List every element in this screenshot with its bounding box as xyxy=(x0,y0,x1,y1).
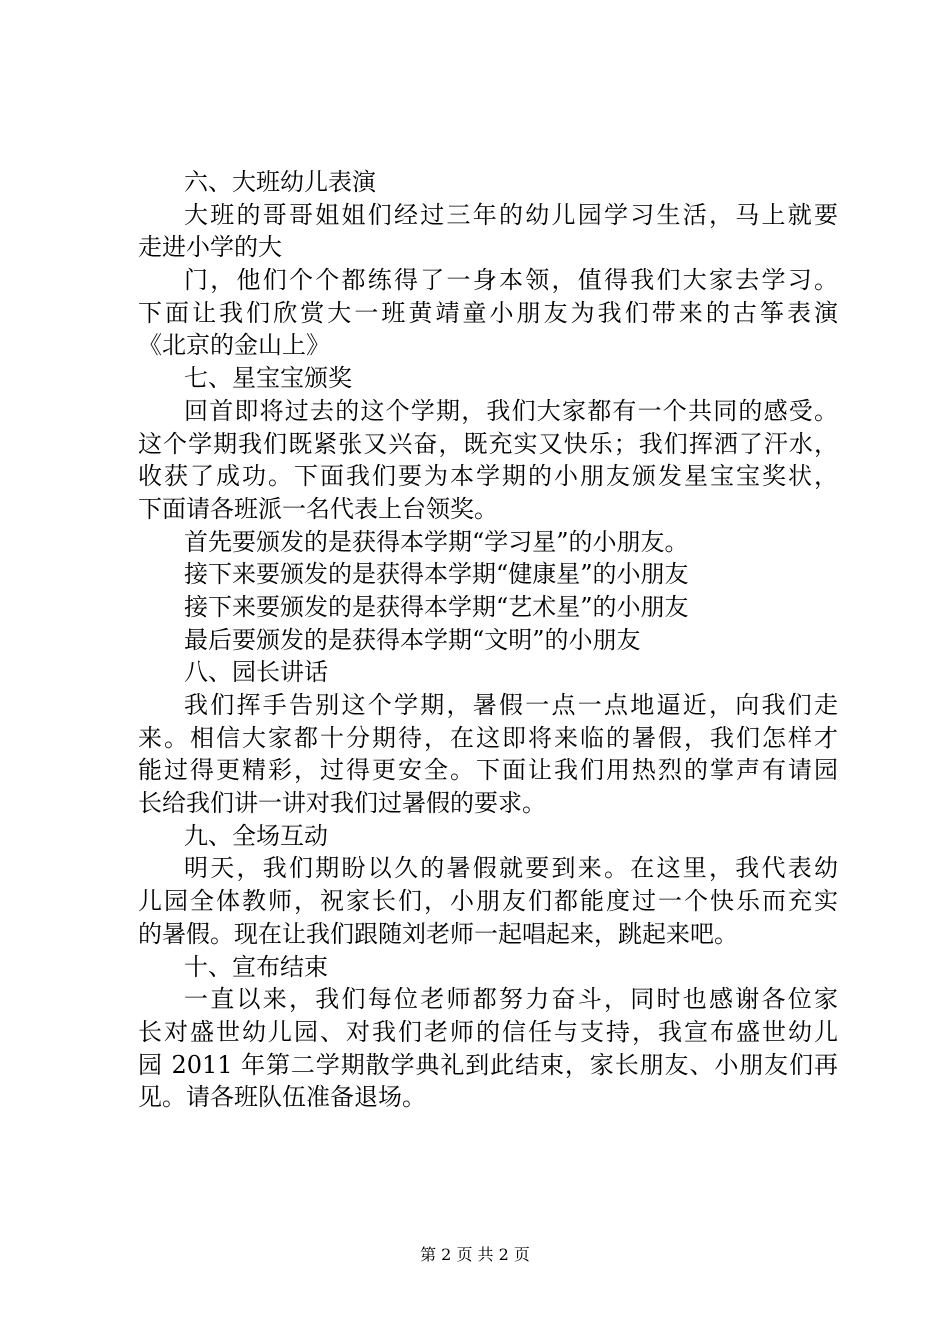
document-body xyxy=(138,166,838,1114)
document-line: 《北京的金山上》 xyxy=(138,331,330,360)
document-line: 长对盛世幼儿园、对我们老师的信任与支持，我宣布盛世幼儿 xyxy=(138,1017,838,1046)
document-line: 大班的哥哥姐姐们经过三年的幼儿园学习生活，马上就要 xyxy=(184,200,838,229)
document-line: 最后要颁发的是获得本学期“文明”的小朋友 xyxy=(184,625,641,654)
document-line: 这个学期我们既紧张又兴奋，既充实又快乐；我们挥洒了汗水， xyxy=(138,429,838,458)
document-line: 收获了成功。下面我们要为本学期的小朋友颁发星宝宝奖状， xyxy=(138,462,838,491)
document-line: 长给我们讲一讲对我们过暑假的要求。 xyxy=(138,789,546,818)
document-line: 八、园长讲话 xyxy=(184,658,328,687)
document-line: 我们挥手告别这个学期，暑假一点一点地逼近，向我们走 xyxy=(184,691,838,719)
document-line: 一直以来，我们每位老师都努力奋斗，同时也感谢各位家 xyxy=(184,985,838,1014)
document-line: 十、宣布结束 xyxy=(184,952,328,981)
document-line: 接下来要颁发的是获得本学期“艺术星”的小朋友 xyxy=(184,592,689,621)
document-line: 接下来要颁发的是获得本学期“健康星”的小朋友 xyxy=(184,560,689,589)
document-line: 明天，我们期盼以久的暑假就要到来。在这里，我代表幼 xyxy=(184,854,838,883)
document-line: 的暑假。现在让我们跟随刘老师一起唱起来，跳起来吧。 xyxy=(138,919,738,948)
document-line: 九、全场互动 xyxy=(184,821,328,850)
document-line: 能过得更精彩，过得更安全。下面让我们用热烈的掌声有请园 xyxy=(138,756,838,785)
document-line: 首先要颁发的是获得本学期“学习星”的小朋友。 xyxy=(184,527,689,556)
document-line: 走进小学的大 xyxy=(138,233,282,262)
page-footer: 第 2 页 共 2 页 xyxy=(420,1245,530,1264)
document-line: 回首即将过去的这个学期，我们大家都有一个共同的感受。 xyxy=(184,396,838,425)
document-line: 下面请各班派一名代表上台领奖。 xyxy=(138,494,498,523)
document-line: 七、星宝宝颁奖 xyxy=(184,364,352,393)
document-line: 六、大班幼儿表演 xyxy=(184,168,376,196)
document-line: 下面让我们欣赏大一班黄靖童小朋友为我们带来的古筝表演 xyxy=(138,298,838,327)
document-line: 门，他们个个都练得了一身本领，值得我们大家去学习。 xyxy=(184,266,838,295)
document-line: 园 2011 年第二学期散学典礼到此结束，家长朋友、小朋友们再 xyxy=(138,1050,838,1079)
document-line: 见。请各班队伍准备退场。 xyxy=(138,1083,426,1112)
document-line: 来。相信大家都十分期待，在这即将来临的暑假，我们怎样才 xyxy=(138,723,838,752)
document-line: 儿园全体教师，祝家长们，小朋友们都能度过一个快乐而充实 xyxy=(138,887,838,916)
